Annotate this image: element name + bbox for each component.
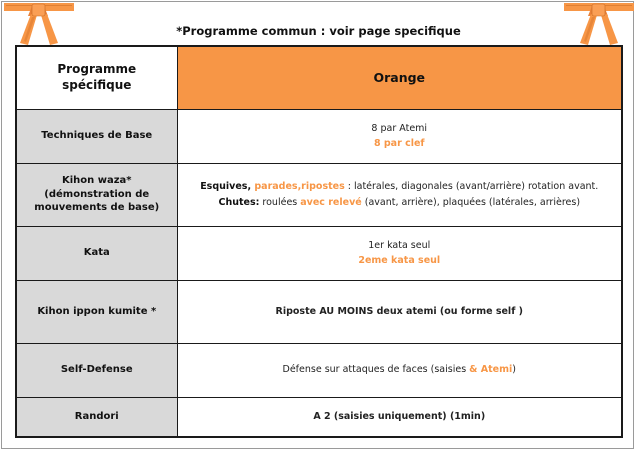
kihon-waza-label-line3: mouvements de base) bbox=[34, 202, 160, 214]
kata-line2: 2eme kata seul bbox=[358, 255, 441, 266]
orange-belt-knot-right-icon bbox=[564, 0, 634, 46]
kihon-waza-label-line2: (démonstration de bbox=[44, 188, 150, 200]
table-row-randori bbox=[16, 397, 622, 437]
grade-header-cell: Orange bbox=[177, 46, 622, 109]
self-defense-main: Défense sur attaques de faces (saisies bbox=[282, 364, 470, 376]
techniques-line2: 8 par clef bbox=[373, 138, 425, 149]
row-value-randori: A 2 (saisies uniquement) (1min) bbox=[177, 397, 622, 437]
esquives-label: Esquives, bbox=[200, 181, 252, 193]
row-value-kihon-ippon: Riposte AU MOINS deux atemi (ou forme self ) bbox=[177, 280, 622, 343]
programme-label-line2: spécifique bbox=[62, 77, 132, 92]
table-row-kihon-waza bbox=[16, 163, 622, 226]
row-label-techniques: Techniques de Base bbox=[16, 109, 177, 163]
programme-header-cell bbox=[16, 46, 177, 109]
techniques-line1: 8 par Atemi bbox=[371, 122, 428, 134]
row-label-randori: Randori bbox=[16, 397, 177, 437]
row-label-kihon-ippon: Kihon ippon kumite * bbox=[16, 280, 177, 343]
kata-line1: 1er kata seul bbox=[368, 239, 431, 251]
header-note: *Programme commun : voir page specifique bbox=[176, 24, 461, 38]
self-defense-atemi: & Atemi bbox=[469, 364, 513, 376]
esquives-detail: : latérales, diagonales (avant/arrière) rotation avant. bbox=[344, 181, 599, 193]
chutes-roulees: roulées bbox=[259, 196, 301, 208]
table-row-self-defense bbox=[16, 343, 622, 397]
parades-ripostes-text: parades,ripostes bbox=[251, 181, 345, 193]
row-value-kihon-waza bbox=[177, 163, 622, 226]
orange-belt-knot-left-icon bbox=[4, 0, 74, 46]
avec-releve-text: avec relevé bbox=[300, 196, 362, 208]
table-row-techniques bbox=[16, 109, 622, 163]
row-label-self-defense: Self-Defense bbox=[16, 343, 177, 397]
row-value-techniques bbox=[177, 109, 622, 163]
programme-table bbox=[15, 45, 623, 438]
table-header-row bbox=[16, 46, 622, 109]
row-value-kata bbox=[177, 226, 622, 280]
row-value-self-defense bbox=[177, 343, 622, 397]
chutes-detail: (avant, arrière), plaquées (latérales, arrières) bbox=[361, 196, 581, 208]
self-defense-end: ) bbox=[512, 364, 516, 376]
programme-label-line1: Programme bbox=[57, 62, 137, 77]
table-row-kihon-ippon bbox=[16, 280, 622, 343]
table-row-kata bbox=[16, 226, 622, 280]
row-label-kata: Kata bbox=[16, 226, 177, 280]
chutes-label: Chutes: bbox=[218, 196, 260, 208]
row-label-kihon-waza bbox=[16, 163, 177, 226]
kihon-waza-label-line1: Kihon waza* bbox=[61, 175, 132, 187]
